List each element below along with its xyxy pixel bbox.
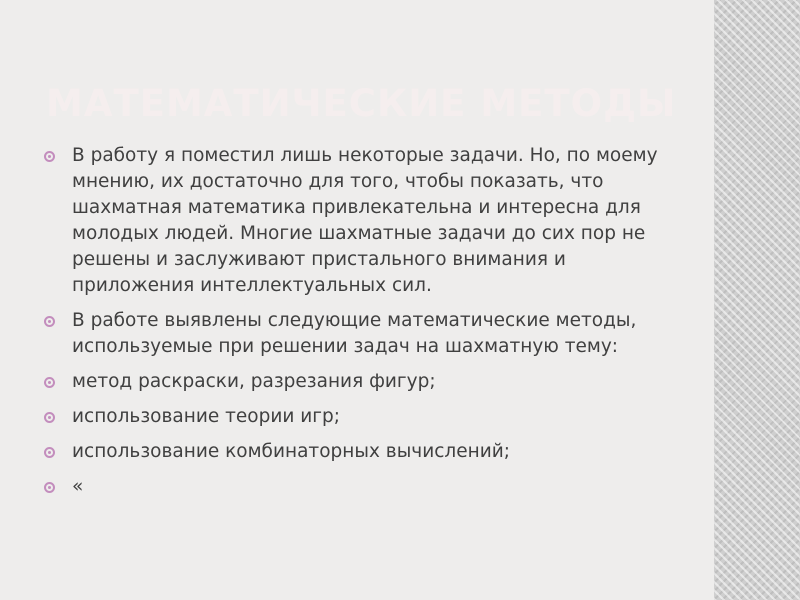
circle-bullet-icon	[44, 412, 55, 423]
bullet-text: использование комбинаторных вычислений;	[72, 441, 511, 462]
circle-bullet-icon	[44, 482, 55, 493]
bullet-item	[44, 404, 684, 430]
bullet-item	[44, 308, 684, 360]
bullet-text: использование теории игр;	[72, 406, 340, 427]
circle-bullet-icon	[44, 447, 55, 458]
circle-bullet-icon	[44, 377, 55, 388]
circle-bullet-icon	[44, 316, 55, 327]
bullet-text: В работу я поместил лишь некоторые задачи. Но, по моему мнению, их достаточно для того, чтобы показать, что шахматная математика привлекательна и интересна для молодых людей. Многие шахматные задачи до сих пор не решены и заслуживают пристального внимания и приложения интеллектуальных сил.	[72, 145, 658, 296]
bullet-text: В работе выявлены следующие математические методы, используемые при решении задач на шахматную тему:	[72, 310, 637, 357]
bullet-item	[44, 143, 684, 299]
bullet-text: метод раскраски, разрезания фигур;	[72, 371, 436, 392]
circle-bullet-icon	[44, 151, 55, 162]
bullet-item	[44, 439, 684, 465]
slide-title: МАТЕМАТИЧЕСКИЕ МЕТОДЫ	[46, 82, 677, 125]
bullet-list	[44, 143, 684, 509]
bullet-item	[44, 369, 684, 395]
bullet-text: «	[72, 476, 84, 497]
bullet-item	[44, 474, 684, 500]
decorative-side-strip	[714, 0, 800, 600]
